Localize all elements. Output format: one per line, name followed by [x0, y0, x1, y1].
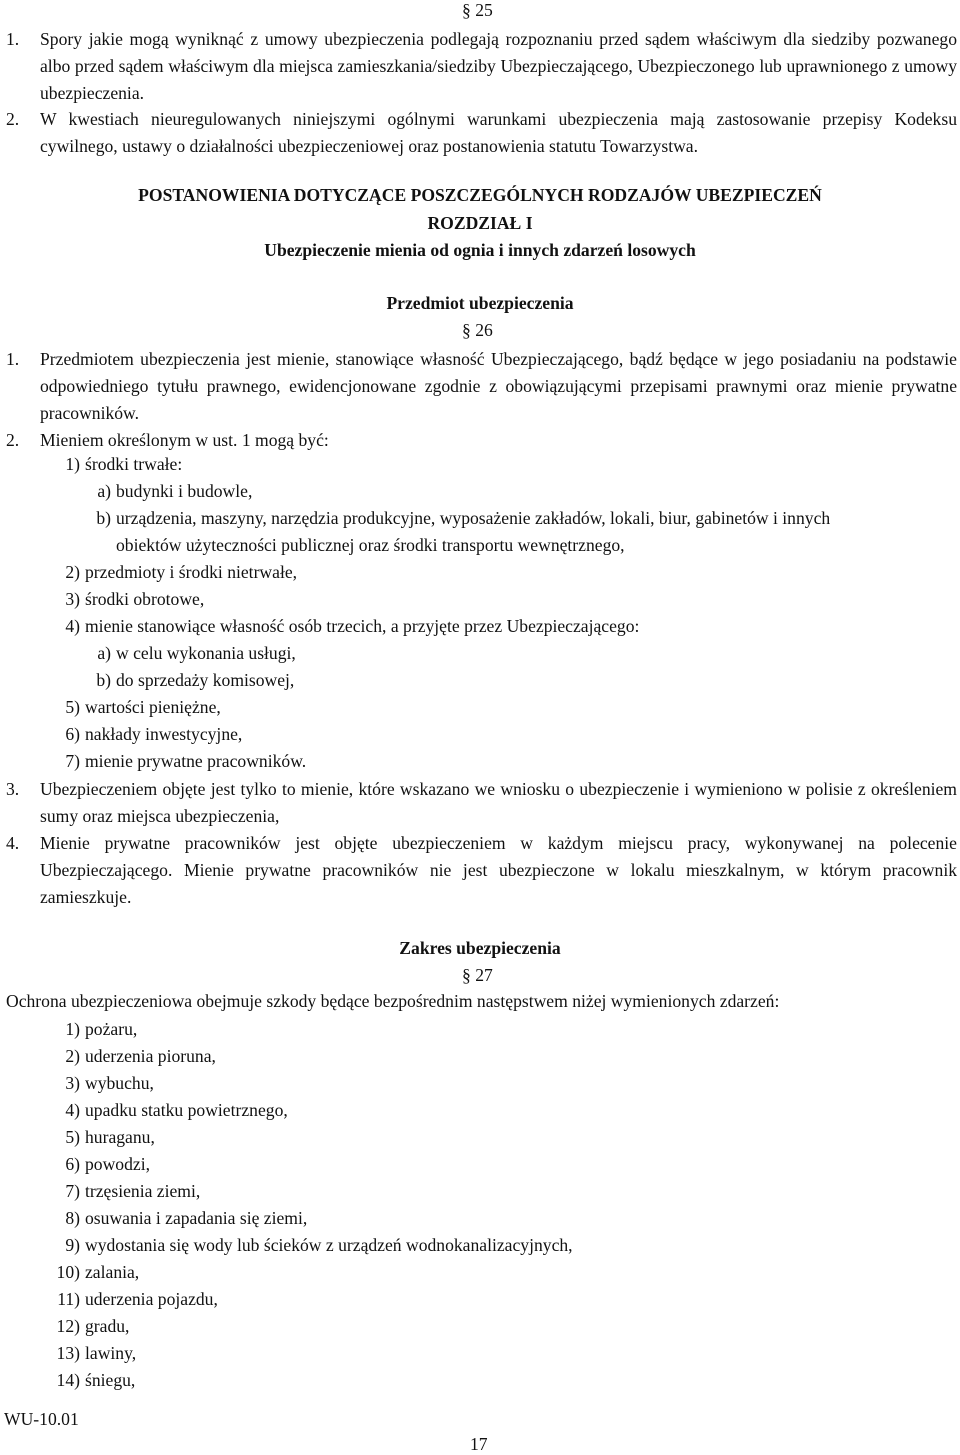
- heading-chapter-title: Ubezpieczenie mienia od ognia i innych zdarzeń losowych: [264, 240, 696, 260]
- list-item: 7) trzęsienia ziemi,: [65, 1181, 201, 1201]
- paragraph-text: Przedmiotem ubezpieczenia jest mienie, stanowiące własność Ubezpieczającego, bądź będące w jego posiadaniu na podstawie odpowiedniego tytułu prawnego, ewidencjonowane zgodnie z obowiązującymi przepisami prawnymi oraz mienie prywatne pracowników.: [40, 349, 957, 423]
- list-item: 2) uderzenia pioruna,: [65, 1046, 216, 1066]
- sec26-paragraph-1: [6, 346, 957, 427]
- sec27-intro: Ochrona ubezpieczeniowa obejmuje szkody będące bezpośrednim następstwem niżej wymienionych zdarzeń:: [6, 991, 780, 1011]
- paragraph-text: Ubezpieczeniem objęte jest tylko to mienie, które wskazano we wniosku o ubezpieczenie i wymieniono w polisie z określeniem sumy oraz miejsca ubezpieczenia,: [40, 779, 957, 826]
- heading-scope: Zakres ubezpieczenia: [399, 938, 561, 958]
- sec26-paragraph-4: [6, 830, 957, 911]
- list-item: 3) wybuchu,: [65, 1073, 154, 1093]
- sec25-paragraph-2: [6, 106, 957, 160]
- list-item: a) w celu wykonania usługi,: [97, 643, 296, 663]
- sec26-paragraph-3: [6, 776, 957, 830]
- section-25-label: § 25: [462, 0, 493, 20]
- list-item: 11) uderzenia pojazdu,: [57, 1289, 218, 1309]
- list-item: 8) osuwania i zapadania się ziemi,: [65, 1208, 308, 1228]
- paragraph-text: Spory jakie mogą wyniknąć z umowy ubezpieczenia podlegają rozpoznaniu przed sądem właściwym dla siedziby pozwanego albo przed sądem właściwym dla miejsca zamieszkania/siedziby Ubezpieczającego, Ubezpieczonego lub uprawnionego z umowy ubezpieczenia.: [40, 29, 957, 103]
- list-item-continuation: obiektów użyteczności publicznej oraz środki transportu wewnętrznego,: [116, 535, 625, 555]
- list-item: a) budynki i budowle,: [97, 481, 253, 501]
- heading-chapter: ROZDZIAŁ I: [427, 213, 533, 233]
- list-item: 5) wartości pieniężne,: [65, 697, 221, 717]
- list-item: 10) zalania,: [56, 1262, 140, 1282]
- section-27-label: § 27: [462, 965, 493, 985]
- paragraph-number: 3.: [6, 779, 20, 799]
- list-item: 13) lawiny,: [56, 1343, 137, 1363]
- list-item: 6) nakłady inwestycyjne,: [65, 724, 243, 744]
- paragraph-text: Mienie prywatne pracowników jest objęte ubezpieczeniem w każdym miejscu pracy, wykonywanej na polecenie Ubezpieczającego. Mienie prywatne pracowników nie jest ubezpieczone w lokalu mieszkalnym, w którym pracownik zamieszkuje.: [40, 833, 957, 907]
- paragraph-text: Mieniem określonym w ust. 1 mogą być:: [40, 430, 329, 450]
- list-item: b) do sprzedaży komisowej,: [96, 670, 295, 690]
- heading-subject: Przedmiot ubezpieczenia: [386, 293, 574, 313]
- list-item: 4) upadku statku powietrznego,: [65, 1100, 288, 1120]
- list-item: 3) środki obrotowe,: [65, 589, 205, 609]
- paragraph-number: 2.: [6, 109, 20, 129]
- list-item: 7) mienie prywatne pracowników.: [65, 751, 307, 771]
- list-item: 14) śniegu,: [56, 1370, 136, 1390]
- document-code: WU-10.01: [4, 1409, 79, 1429]
- page-number: 17: [470, 1434, 488, 1454]
- list-item: 4) mienie stanowiące własność osób trzecich, a przyjęte przez Ubezpieczającego:: [65, 616, 640, 636]
- list-item: 12) gradu,: [56, 1316, 130, 1336]
- list-item: 9) wydostania się wody lub ścieków z urządzeń wodnokanalizacyjnych,: [65, 1235, 573, 1255]
- sec26-paragraph-2: [6, 427, 957, 454]
- paragraph-number: 1.: [6, 29, 20, 49]
- paragraph-text: W kwestiach nieuregulowanych niniejszymi ogólnymi warunkami ubezpieczenia mają zastosowanie przepisy Kodeksu cywilnego, ustawy o działalności ubezpieczeniowej oraz postanowienia statutu Towarzystwa.: [40, 109, 957, 156]
- list-item: 1) środki trwałe:: [65, 454, 183, 474]
- paragraph-number: 1.: [6, 349, 20, 369]
- sec25-paragraph-1: [6, 26, 957, 107]
- list-item: 1) pożaru,: [65, 1019, 138, 1039]
- paragraph-number: 2.: [6, 430, 20, 450]
- heading-special-provisions: POSTANOWIENIA DOTYCZĄCE POSZCZEGÓLNYCH RODZAJÓW UBEZPIECZEŃ: [138, 185, 822, 205]
- list-item: 2) przedmioty i środki nietrwałe,: [65, 562, 298, 582]
- paragraph-number: 4.: [6, 833, 20, 853]
- section-26-label: § 26: [462, 320, 493, 340]
- list-item: b) urządzenia, maszyny, narzędzia produkcyjne, wyposażenie zakładów, lokali, biur, gabinetów i innych: [96, 508, 831, 528]
- list-item: 5) huraganu,: [65, 1127, 155, 1147]
- list-item: 6) powodzi,: [65, 1154, 150, 1174]
